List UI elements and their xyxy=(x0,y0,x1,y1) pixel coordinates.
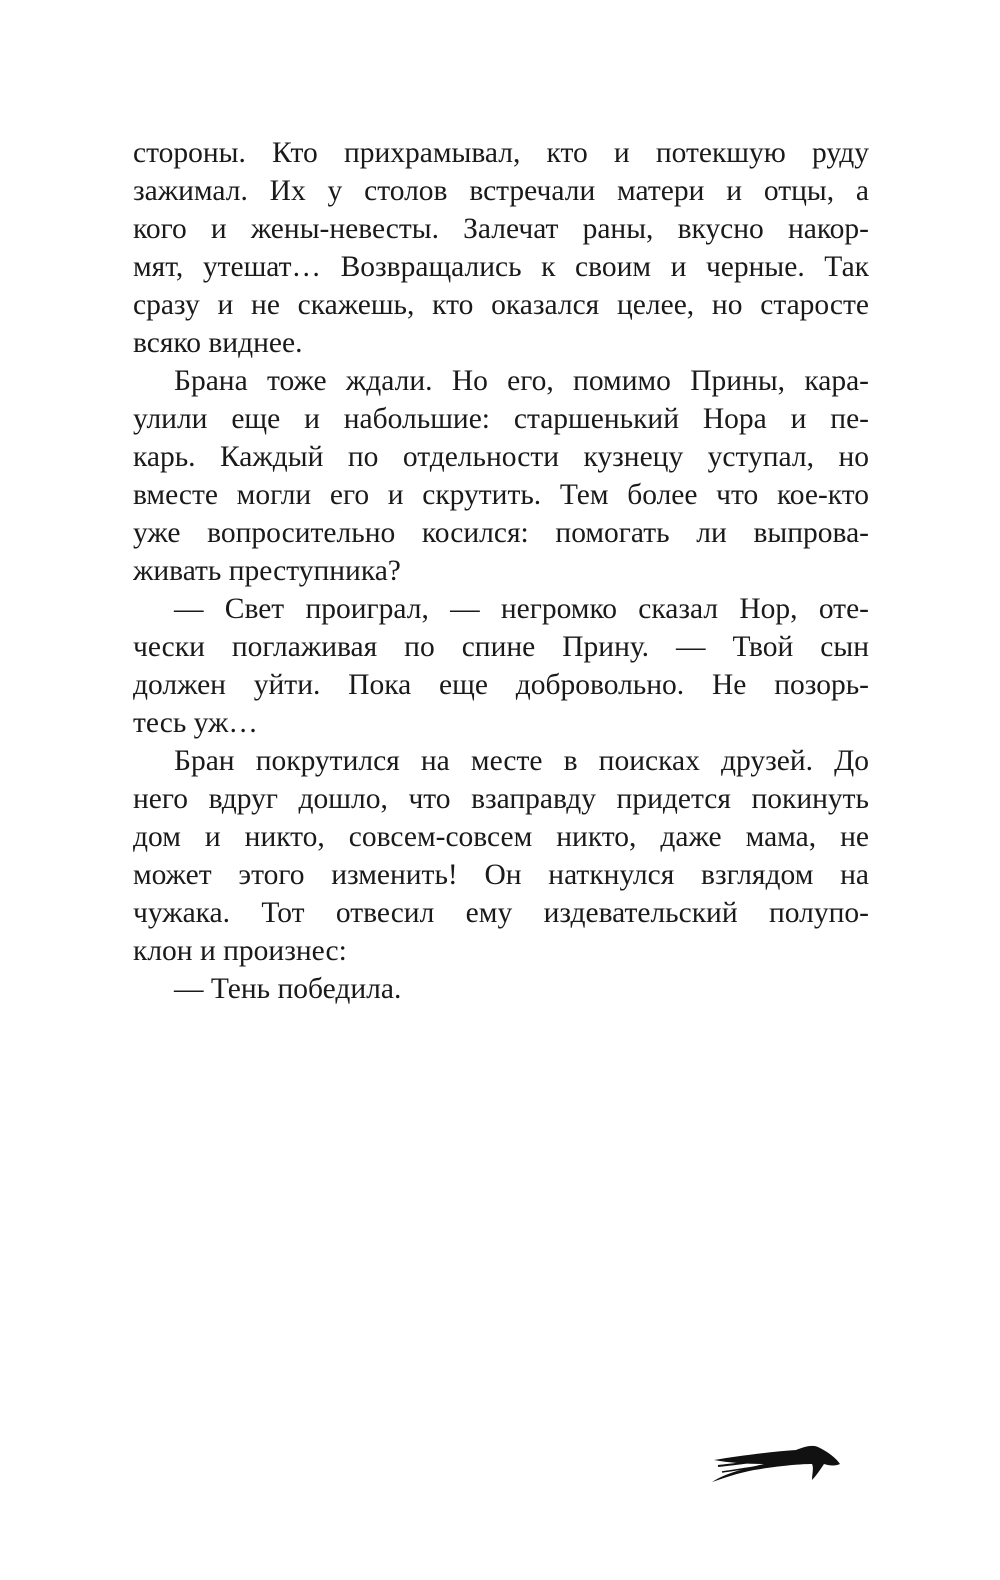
text-line-15: должен уйти. Пока еще добровольно. Не позорь- xyxy=(133,669,869,701)
text-line-16: тесь уж… xyxy=(133,707,258,739)
text-line-22: клон и произнес: xyxy=(133,935,347,967)
text-line-4: мят, утешат… Возвращались к своим и черные. Так xyxy=(133,251,869,283)
text-line-20: может этого изменить! Он наткнулся взглядом на xyxy=(133,859,869,891)
text-line-23: — Тень победила. xyxy=(174,973,402,1005)
text-line-10: вместе могли его и скрутить. Тем более что кое-кто xyxy=(133,479,869,511)
text-line-12: живать преступника? xyxy=(133,555,401,587)
text-line-7: Брана тоже ждали. Но его, помимо Прины, кара- xyxy=(174,365,869,397)
text-line-13: — Свет проиграл, — негромко сказал Нор, оте- xyxy=(174,593,869,625)
ink-brush-ornament-icon xyxy=(708,1436,843,1484)
text-line-8: улили еще и набольшие: старшенький Нора и пе- xyxy=(133,403,869,435)
text-line-9: карь. Каждый по отдельности кузнецу уступал, но xyxy=(133,441,869,473)
text-line-6: всяко виднее. xyxy=(133,327,303,359)
text-line-21: чужака. Тот отвесил ему издевательский полупо- xyxy=(133,897,869,929)
text-line-19: дом и никто, совсем-совсем никто, даже мама, не xyxy=(133,821,869,853)
text-line-18: него вдруг дошло, что взаправду придется покинуть xyxy=(133,783,869,815)
text-line-3: кого и жены-невесты. Залечат раны, вкусно накор- xyxy=(133,213,869,245)
text-line-2: зажимал. Их у столов встречали матери и отцы, а xyxy=(133,175,869,207)
text-line-14: чески поглаживая по спине Прину. — Твой сын xyxy=(133,631,869,663)
text-line-17: Бран покрутился на месте в поисках друзей. До xyxy=(174,745,869,777)
text-line-11: уже вопросительно косился: помогать ли выпрова- xyxy=(133,517,869,549)
text-line-1: стороны. Кто прихрамывал, кто и потекшую руду xyxy=(133,137,869,169)
text-line-5: сразу и не скажешь, кто оказался целее, но старосте xyxy=(133,289,869,321)
